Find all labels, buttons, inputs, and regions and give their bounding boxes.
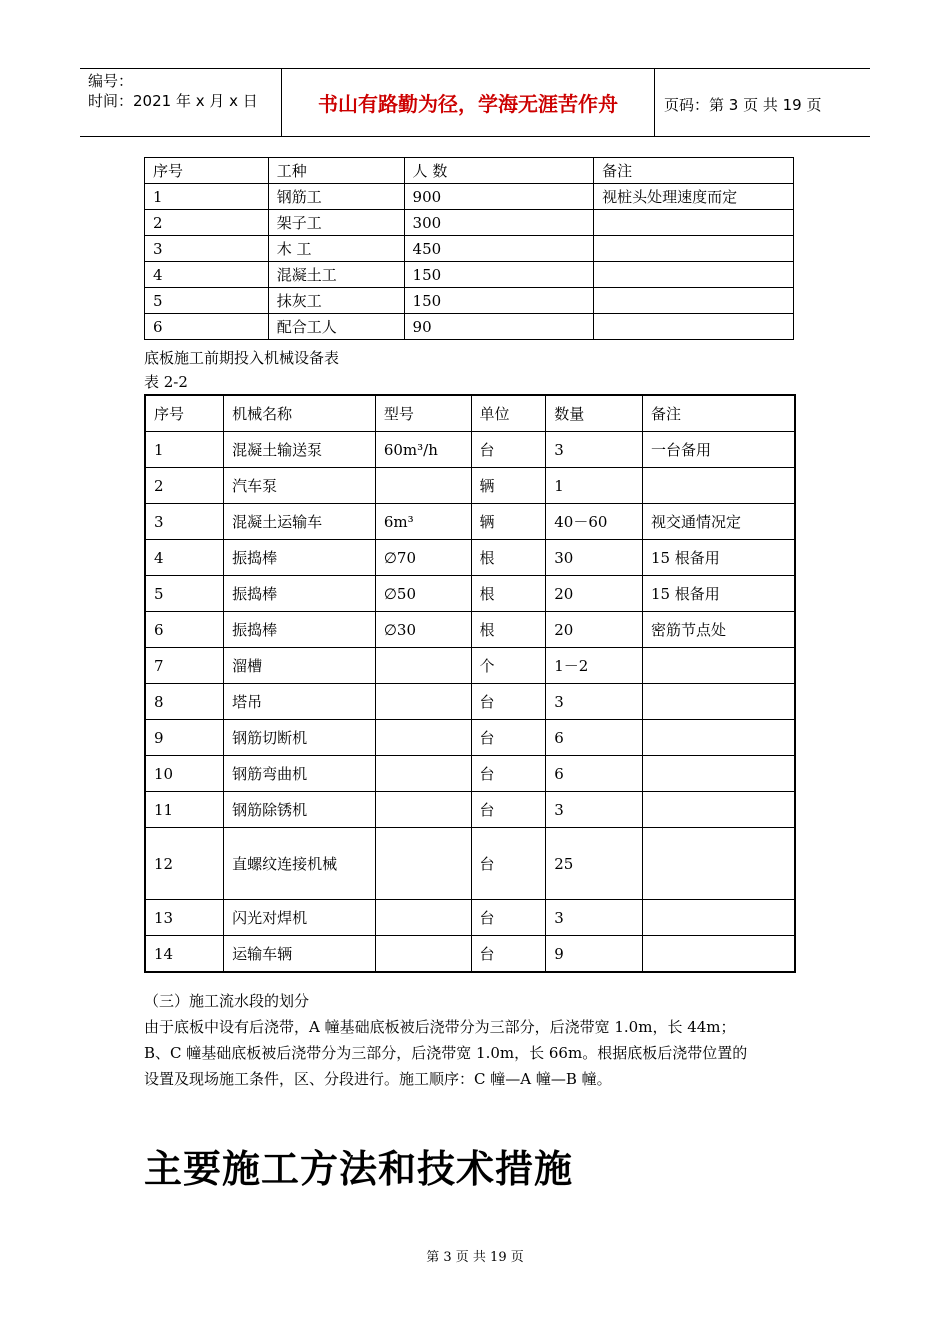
table-cell xyxy=(375,756,471,792)
table-cell: 台 xyxy=(471,828,546,900)
table-cell: 辆 xyxy=(471,504,546,540)
table-cell: 6 xyxy=(546,756,643,792)
table-cell: 6m³ xyxy=(375,504,471,540)
table-cell: 20 xyxy=(546,576,643,612)
table-header-cell: 备注 xyxy=(594,158,794,184)
table-row xyxy=(145,432,795,468)
table-cell: 2 xyxy=(145,210,269,236)
table-cell: 钢筋切断机 xyxy=(224,720,376,756)
table-row xyxy=(145,648,795,684)
table-cell: 台 xyxy=(471,936,546,973)
table-header-cell: 单位 xyxy=(471,395,546,432)
table-row xyxy=(145,720,795,756)
table-cell: 3 xyxy=(546,900,643,936)
table-cell: 运输车辆 xyxy=(224,936,376,973)
table-cell: 150 xyxy=(404,288,594,314)
table-cell: ∅70 xyxy=(375,540,471,576)
table-cell: 2 xyxy=(145,468,224,504)
table-cell: 900 xyxy=(404,184,594,210)
table-cell: 3 xyxy=(546,684,643,720)
table-cell xyxy=(642,792,795,828)
header-divider-right xyxy=(654,68,655,136)
table-row xyxy=(145,184,794,210)
table-cell: 9 xyxy=(145,720,224,756)
body-paragraph xyxy=(144,1014,814,1092)
page-footer: 第 3 页 共 19 页 xyxy=(426,1250,524,1265)
table-cell: 60m³/h xyxy=(375,432,471,468)
table-cell: 钢筋工 xyxy=(268,184,404,210)
table-row xyxy=(145,612,795,648)
table-cell: 根 xyxy=(471,540,546,576)
table-cell xyxy=(375,648,471,684)
table-cell: 台 xyxy=(471,720,546,756)
machine-table-number: 表 2-2 xyxy=(144,373,188,391)
table-cell xyxy=(642,468,795,504)
table-cell: 11 xyxy=(145,792,224,828)
table-cell: 4 xyxy=(145,262,269,288)
table-cell: 振捣棒 xyxy=(224,612,376,648)
table-cell xyxy=(375,720,471,756)
table-cell xyxy=(642,648,795,684)
table-cell: 溜槽 xyxy=(224,648,376,684)
table-cell: 根 xyxy=(471,612,546,648)
table-row xyxy=(145,828,795,900)
paragraph-line: 设置及现场施工条件，区、分段进行。施工顺序：C 幢—A 幢—B 幢。 xyxy=(144,1070,612,1088)
table-row xyxy=(145,540,795,576)
table-cell: 台 xyxy=(471,900,546,936)
paragraph-line: B、C 幢基础底板被后浇带分为三部分，后浇带宽 1.0m，长 66m。根据底板后浇带位置的 xyxy=(144,1044,748,1062)
table-cell: 混凝土工 xyxy=(268,262,404,288)
table-header-cell: 人 数 xyxy=(404,158,594,184)
table-cell xyxy=(594,210,794,236)
table-cell xyxy=(594,236,794,262)
machine-table-caption: 底板施工前期投入机械设备表 xyxy=(144,349,340,367)
table-cell: 25 xyxy=(546,828,643,900)
table-row xyxy=(145,210,794,236)
table-cell xyxy=(642,936,795,973)
table-cell: 根 xyxy=(471,576,546,612)
table-cell: 3 xyxy=(145,504,224,540)
table-cell: 10 xyxy=(145,756,224,792)
table-cell: 40－60 xyxy=(546,504,643,540)
table-cell xyxy=(375,468,471,504)
table-cell: 直螺纹连接机械 xyxy=(224,828,376,900)
table-cell: 9 xyxy=(546,936,643,973)
table-row xyxy=(145,900,795,936)
table-row xyxy=(145,576,795,612)
table-cell: 14 xyxy=(145,936,224,973)
header-page-label: 页码：第 3 页 共 19 页 xyxy=(664,96,822,114)
table-cell xyxy=(594,314,794,340)
table-cell: 汽车泵 xyxy=(224,468,376,504)
table-header-row xyxy=(145,158,794,184)
table-cell: 300 xyxy=(404,210,594,236)
table-cell: 3 xyxy=(546,432,643,468)
table-cell: 视桩头处理速度而定 xyxy=(594,184,794,210)
table-row xyxy=(145,236,794,262)
table-cell: 1 xyxy=(546,468,643,504)
table-cell xyxy=(642,756,795,792)
table-cell: 8 xyxy=(145,684,224,720)
table-cell: 6 xyxy=(546,720,643,756)
table-cell: 一台备用 xyxy=(642,432,795,468)
table-header-cell: 序号 xyxy=(145,158,269,184)
table-cell: 30 xyxy=(546,540,643,576)
table-cell: 木 工 xyxy=(268,236,404,262)
table-cell: ∅30 xyxy=(375,612,471,648)
table-cell: 7 xyxy=(145,648,224,684)
header-code-label: 编号： xyxy=(88,72,134,90)
labor-table xyxy=(144,157,794,340)
table-header-cell: 工种 xyxy=(268,158,404,184)
table-row xyxy=(145,288,794,314)
table-cell: 20 xyxy=(546,612,643,648)
table-cell: 混凝土运输车 xyxy=(224,504,376,540)
table-cell xyxy=(375,792,471,828)
table-cell: 13 xyxy=(145,900,224,936)
table-cell: 90 xyxy=(404,314,594,340)
header-date-label: 时间：2021 年 x 月 x 日 xyxy=(88,92,258,110)
table-cell: 450 xyxy=(404,236,594,262)
table-cell: 12 xyxy=(145,828,224,900)
table-header-cell: 序号 xyxy=(145,395,224,432)
table-cell: 抹灰工 xyxy=(268,288,404,314)
table-cell: ∅50 xyxy=(375,576,471,612)
table-header-cell: 机械名称 xyxy=(224,395,376,432)
table-header-cell: 备注 xyxy=(642,395,795,432)
table-cell: 密筋节点处 xyxy=(642,612,795,648)
header-bottom-rule xyxy=(80,136,870,137)
table-cell: 6 xyxy=(145,612,224,648)
table-header-row xyxy=(145,395,795,432)
machine-table xyxy=(144,394,796,973)
table-cell: 150 xyxy=(404,262,594,288)
table-cell: 3 xyxy=(145,236,269,262)
table-header-cell: 数量 xyxy=(546,395,643,432)
table-cell xyxy=(375,900,471,936)
table-cell xyxy=(594,288,794,314)
table-cell xyxy=(642,684,795,720)
table-row xyxy=(145,936,795,973)
table-cell: 配合工人 xyxy=(268,314,404,340)
table-cell: 1 xyxy=(145,432,224,468)
table-cell xyxy=(642,720,795,756)
table-cell: 架子工 xyxy=(268,210,404,236)
table-cell: 台 xyxy=(471,684,546,720)
table-row xyxy=(145,262,794,288)
table-cell: 闪光对焊机 xyxy=(224,900,376,936)
table-cell xyxy=(375,936,471,973)
header-top-rule xyxy=(80,68,870,69)
table-cell: 混凝土输送泵 xyxy=(224,432,376,468)
table-cell: 4 xyxy=(145,540,224,576)
table-row xyxy=(145,468,795,504)
table-cell: 个 xyxy=(471,648,546,684)
table-cell: 塔吊 xyxy=(224,684,376,720)
table-row xyxy=(145,756,795,792)
table-cell xyxy=(642,828,795,900)
table-cell xyxy=(642,900,795,936)
table-cell: 台 xyxy=(471,432,546,468)
table-cell: 15 根备用 xyxy=(642,576,795,612)
table-cell: 钢筋除锈机 xyxy=(224,792,376,828)
table-row xyxy=(145,792,795,828)
table-cell: 振捣棒 xyxy=(224,576,376,612)
table-cell: 视交通情况定 xyxy=(642,504,795,540)
table-cell: 15 根备用 xyxy=(642,540,795,576)
table-cell: 6 xyxy=(145,314,269,340)
table-row xyxy=(145,504,795,540)
table-cell: 台 xyxy=(471,792,546,828)
section-heading: （三）施工流水段的划分 xyxy=(144,992,310,1010)
header-motto: 书山有路勤为径，学海无涯苦作舟 xyxy=(318,92,618,116)
table-cell: 钢筋弯曲机 xyxy=(224,756,376,792)
table-cell: 1 xyxy=(145,184,269,210)
table-cell xyxy=(375,828,471,900)
table-cell: 台 xyxy=(471,756,546,792)
table-cell: 3 xyxy=(546,792,643,828)
table-row xyxy=(145,314,794,340)
table-cell xyxy=(375,684,471,720)
table-row xyxy=(145,684,795,720)
table-cell xyxy=(594,262,794,288)
table-cell: 5 xyxy=(145,288,269,314)
table-header-cell: 型号 xyxy=(375,395,471,432)
table-cell: 5 xyxy=(145,576,224,612)
main-title: 主要施工方法和技术措施 xyxy=(144,1147,574,1191)
table-cell: 辆 xyxy=(471,468,546,504)
paragraph-line: 由于底板中设有后浇带，A 幢基础底板被后浇带分为三部分，后浇带宽 1.0m，长 44m； xyxy=(144,1018,736,1036)
table-cell: 振捣棒 xyxy=(224,540,376,576)
table-cell: 1－2 xyxy=(546,648,643,684)
